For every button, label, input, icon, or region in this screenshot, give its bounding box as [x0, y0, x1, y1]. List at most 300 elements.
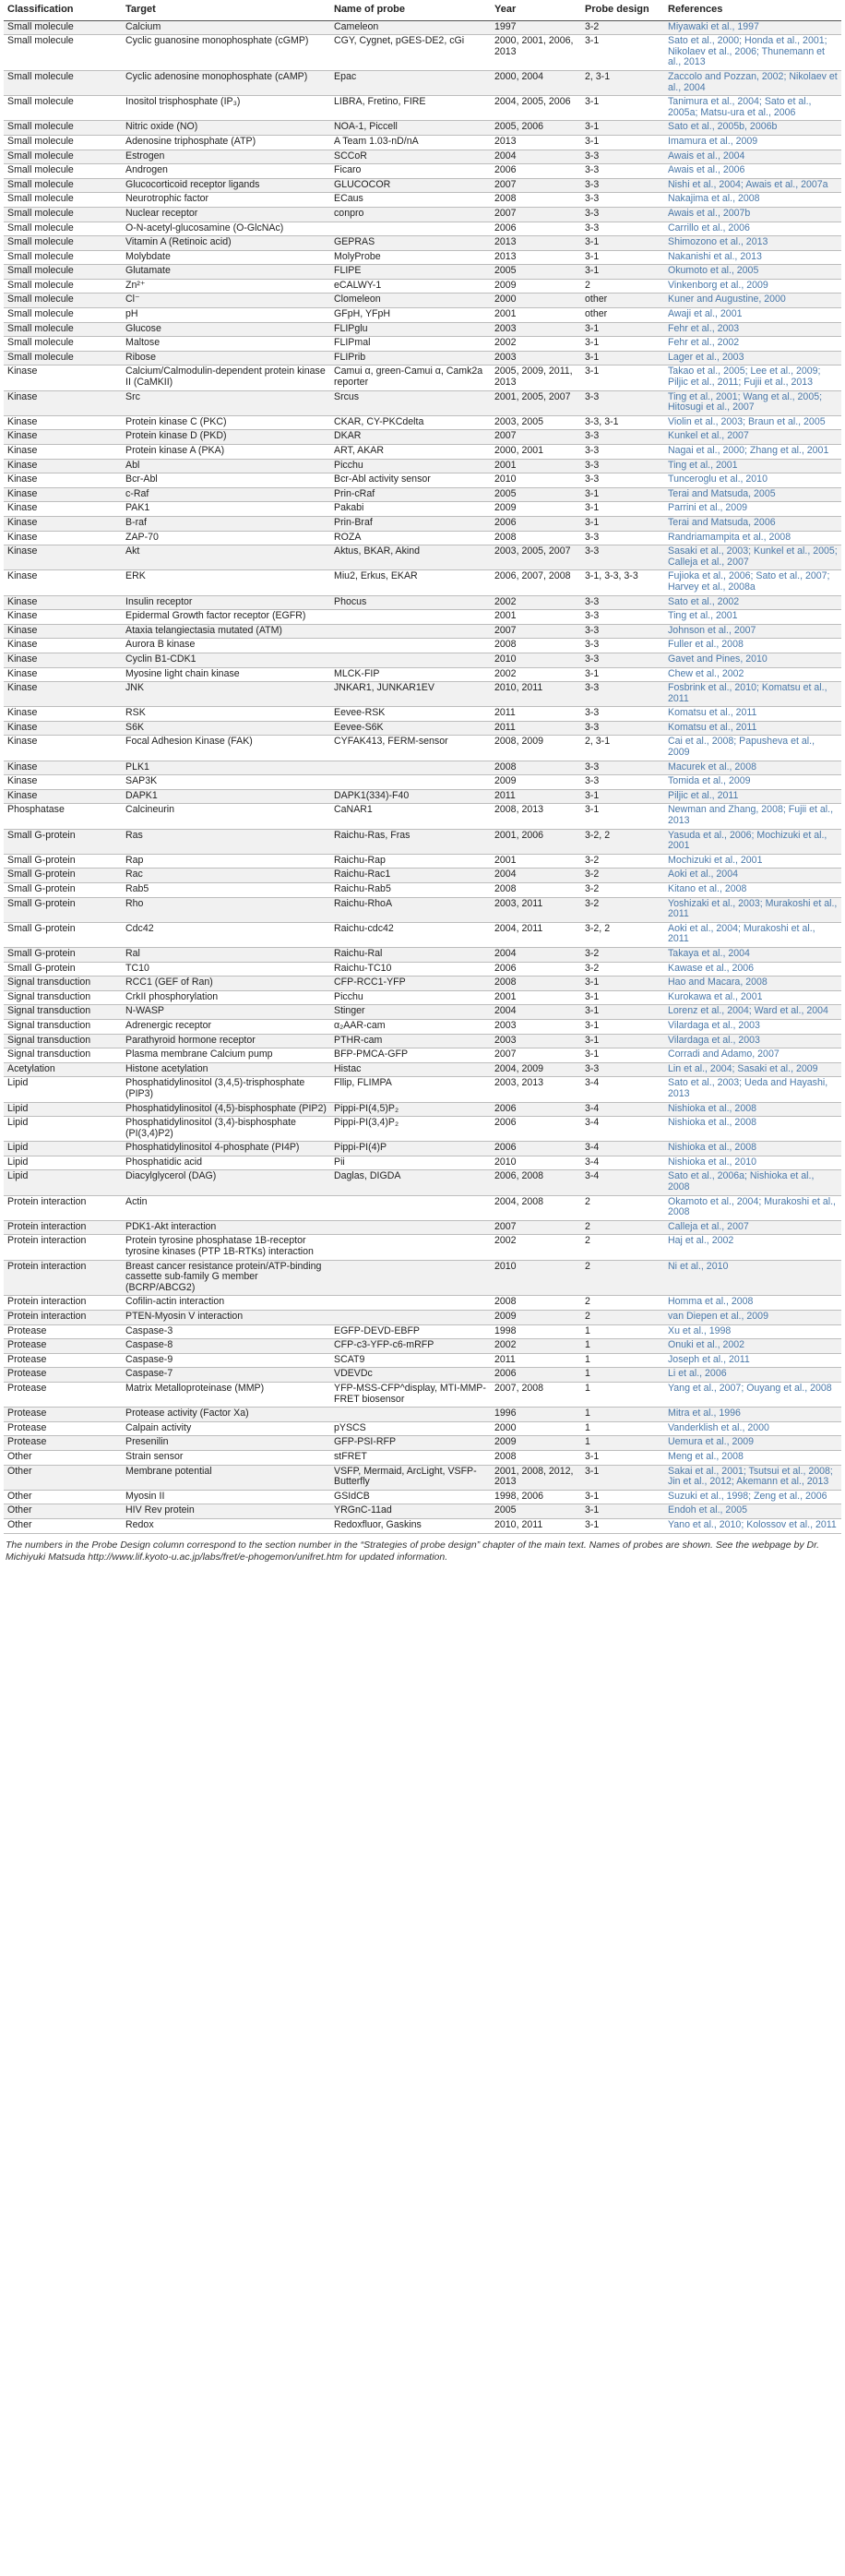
probe-design-cell: 3-4: [581, 1156, 664, 1170]
references-cell[interactable]: Shimozono et al., 2013: [664, 236, 841, 251]
table-row: [4, 1156, 841, 1170]
probe-name-cell: [330, 610, 491, 625]
target-cell: Phosphatidylinositol (3,4,5)-trisphosphate (PIP3): [122, 1077, 330, 1102]
probe-design-cell: 3-4: [581, 1142, 664, 1156]
probe-design-cell: 3-1: [581, 121, 664, 136]
references-cell[interactable]: Nishi et al., 2004; Awais et al., 2007a: [664, 178, 841, 193]
table-row: [4, 1353, 841, 1368]
table-row: [4, 1142, 841, 1156]
references-cell[interactable]: Ting et al., 2001: [664, 610, 841, 625]
classification-cell: Small molecule: [4, 236, 122, 251]
probe-design-cell: 3-3: [581, 222, 664, 236]
classification-cell: Kinase: [4, 653, 122, 667]
year-cell: 2013: [491, 135, 581, 150]
references-cell[interactable]: Vilardaga et al., 2003: [664, 1019, 841, 1034]
classification-cell: Other: [4, 1450, 122, 1465]
references-cell[interactable]: Kitano et al., 2008: [664, 883, 841, 898]
references-cell[interactable]: Tanimura et al., 2004; Sato et al., 2005a; Matsu-ura et al., 2006: [664, 96, 841, 121]
table-row: [4, 883, 841, 898]
target-cell: ERK: [122, 570, 330, 595]
table-row: [4, 1296, 841, 1311]
classification-cell: Protease: [4, 1436, 122, 1451]
table-row: [4, 869, 841, 883]
references-cell[interactable]: Terai and Matsuda, 2006: [664, 516, 841, 531]
target-cell: PAK1: [122, 502, 330, 517]
classification-cell: Small G-protein: [4, 922, 122, 947]
references-cell[interactable]: Tomida et al., 2009: [664, 775, 841, 790]
probe-design-cell: 3-3: [581, 595, 664, 610]
references-cell[interactable]: Parrini et al., 2009: [664, 502, 841, 517]
classification-cell: Kinase: [4, 430, 122, 445]
classification-cell: Other: [4, 1504, 122, 1519]
probe-design-cell: 2: [581, 1235, 664, 1260]
year-cell: 2008: [491, 639, 581, 653]
classification-cell: Signal transduction: [4, 1048, 122, 1063]
classification-cell: Kinase: [4, 415, 122, 430]
target-cell: CrkII phosphorylation: [122, 990, 330, 1005]
target-cell: Caspase-3: [122, 1324, 330, 1339]
references-cell[interactable]: Tunceroglu et al., 2010: [664, 473, 841, 488]
year-cell: 2005, 2006: [491, 121, 581, 136]
probe-name-cell: CKAR, CY-PKCdelta: [330, 415, 491, 430]
table-row: [4, 35, 841, 71]
references-cell[interactable]: Endoh et al., 2005: [664, 1504, 841, 1519]
references-cell[interactable]: Komatsu et al., 2011: [664, 721, 841, 736]
classification-cell: Kinase: [4, 545, 122, 570]
references-cell[interactable]: Carrillo et al., 2006: [664, 222, 841, 236]
references-cell[interactable]: Yang et al., 2007; Ouyang et al., 2008: [664, 1382, 841, 1407]
table-row: [4, 294, 841, 308]
references-cell[interactable]: Nishioka et al., 2008: [664, 1117, 841, 1142]
target-cell: SAP3K: [122, 775, 330, 790]
target-cell: Myosin II: [122, 1490, 330, 1504]
references-cell[interactable]: Meng et al., 2008: [664, 1450, 841, 1465]
references-cell[interactable]: Uemura et al., 2009: [664, 1436, 841, 1451]
table-row: [4, 459, 841, 473]
references-cell[interactable]: Nishioka et al., 2008: [664, 1142, 841, 1156]
probe-name-cell: Prin-Braf: [330, 516, 491, 531]
references-cell[interactable]: Miyawaki et al., 1997: [664, 20, 841, 35]
target-cell: Plasma membrane Calcium pump: [122, 1048, 330, 1063]
references-cell[interactable]: Randriamampita et al., 2008: [664, 531, 841, 545]
probe-design-cell: 3-1: [581, 1518, 664, 1533]
references-cell[interactable]: van Diepen et al., 2009: [664, 1311, 841, 1325]
references-cell[interactable]: Awais et al., 2006: [664, 164, 841, 179]
probe-name-cell: BFP-PMCA-GFP: [330, 1048, 491, 1063]
classification-cell: Small G-protein: [4, 897, 122, 922]
probe-name-cell: Raichu-Rac1: [330, 869, 491, 883]
probe-design-cell: 3-3: [581, 164, 664, 179]
probe-design-cell: 1: [581, 1324, 664, 1339]
target-cell: Redox: [122, 1518, 330, 1533]
probe-name-cell: [330, 222, 491, 236]
references-cell[interactable]: Suzuki et al., 1998; Zeng et al., 2006: [664, 1490, 841, 1504]
references-cell[interactable]: Okamoto et al., 2004; Murakoshi et al., 2008: [664, 1195, 841, 1220]
year-cell: 2010: [491, 653, 581, 667]
year-cell: 2000, 2004: [491, 70, 581, 95]
classification-cell: Kinase: [4, 610, 122, 625]
probe-design-cell: 3-2: [581, 962, 664, 976]
probe-design-cell: 3-1: [581, 265, 664, 280]
references-cell[interactable]: Sato et al., 2005b, 2006b: [664, 121, 841, 136]
probe-name-cell: ART, AKAR: [330, 445, 491, 460]
references-cell[interactable]: Ni et al., 2010: [664, 1260, 841, 1296]
table-row: [4, 193, 841, 208]
probe-design-cell: 3-3: [581, 193, 664, 208]
classification-cell: Small G-protein: [4, 854, 122, 869]
references-cell[interactable]: Awaji et al., 2001: [664, 308, 841, 323]
probe-name-cell: [330, 624, 491, 639]
references-cell[interactable]: Piljic et al., 2011: [664, 789, 841, 804]
table-row: [4, 667, 841, 682]
references-cell[interactable]: Xu et al., 1998: [664, 1324, 841, 1339]
references-cell[interactable]: Fehr et al., 2003: [664, 322, 841, 337]
year-cell: 2001, 2006: [491, 829, 581, 854]
probe-design-cell: 3-1, 3-3, 3-3: [581, 570, 664, 595]
probe-name-cell: A Team 1.03-nD/nA: [330, 135, 491, 150]
table-row: [4, 531, 841, 545]
probe-name-cell: Raichu-Ras, Fras: [330, 829, 491, 854]
references-cell[interactable]: Onuki et al., 2002: [664, 1339, 841, 1354]
probe-name-cell: ROZA: [330, 531, 491, 545]
target-cell: Phosphatidylinositol (4,5)-bisphosphate (PIP2): [122, 1102, 330, 1117]
table-row: [4, 1490, 841, 1504]
probe-name-cell: Miu2, Erkus, EKAR: [330, 570, 491, 595]
year-cell: 2010, 2011: [491, 682, 581, 707]
table-row: [4, 962, 841, 976]
probe-design-cell: 3-1: [581, 35, 664, 71]
table-row: [4, 990, 841, 1005]
year-cell: 2011: [491, 1353, 581, 1368]
references-cell[interactable]: Joseph et al., 2011: [664, 1353, 841, 1368]
table-row: [4, 445, 841, 460]
classification-cell: Small molecule: [4, 164, 122, 179]
references-cell[interactable]: Violin et al., 2003; Braun et al., 2005: [664, 415, 841, 430]
table-row: [4, 897, 841, 922]
year-cell: 2003, 2013: [491, 1077, 581, 1102]
table-row: [4, 595, 841, 610]
references-cell[interactable]: Takaya et al., 2004: [664, 947, 841, 962]
target-cell: Neurotrophic factor: [122, 193, 330, 208]
year-cell: 2004: [491, 1005, 581, 1020]
target-cell: S6K: [122, 721, 330, 736]
references-cell[interactable]: Sato et al., 2003; Ueda and Hayashi, 2013: [664, 1077, 841, 1102]
year-cell: 2013: [491, 250, 581, 265]
year-cell: 2003, 2005, 2007: [491, 545, 581, 570]
target-cell: O-N-acetyl-glucosamine (O-GlcNAc): [122, 222, 330, 236]
references-cell[interactable]: Imamura et al., 2009: [664, 135, 841, 150]
year-cell: 2001: [491, 308, 581, 323]
probe-design-cell: 3-1: [581, 351, 664, 365]
table-row: [4, 1102, 841, 1117]
references-cell[interactable]: Kunkel et al., 2007: [664, 430, 841, 445]
year-cell: 1996: [491, 1408, 581, 1422]
probe-design-cell: 1: [581, 1368, 664, 1383]
probe-name-cell: GEPRAS: [330, 236, 491, 251]
probe-design-cell: 3-4: [581, 1102, 664, 1117]
probe-name-cell: EGFP-DEVD-EBFP: [330, 1324, 491, 1339]
target-cell: Breast cancer resistance protein/ATP-binding cassette sub-family G member (BCRP/ABCG2): [122, 1260, 330, 1296]
table-row: [4, 121, 841, 136]
classification-cell: Kinase: [4, 721, 122, 736]
references-cell[interactable]: Sakai et al., 2001; Tsutsui et al., 2008; Jin et al., 2012; Akemann et al., 2013: [664, 1465, 841, 1490]
classification-cell: Protein interaction: [4, 1220, 122, 1235]
references-cell[interactable]: Sasaki et al., 2003; Kunkel et al., 2005; Calleja et al., 2007: [664, 545, 841, 570]
target-cell: Cl⁻: [122, 294, 330, 308]
table-row: [4, 473, 841, 488]
classification-cell: Kinase: [4, 639, 122, 653]
references-cell[interactable]: Nishioka et al., 2008: [664, 1102, 841, 1117]
target-cell: Phosphatidylinositol 4-phosphate (PI4P): [122, 1142, 330, 1156]
classification-cell: Small molecule: [4, 150, 122, 164]
year-cell: 2008: [491, 1450, 581, 1465]
table-row: [4, 624, 841, 639]
classification-cell: Kinase: [4, 365, 122, 390]
table-row: [4, 1005, 841, 1020]
target-cell: Ras: [122, 829, 330, 854]
probe-design-cell: 2, 3-1: [581, 70, 664, 95]
probe-design-cell: 3-3: [581, 473, 664, 488]
table-row: [4, 279, 841, 294]
references-cell[interactable]: Takao et al., 2005; Lee et al., 2009; Piljic et al., 2011; Fujii et al., 2013: [664, 365, 841, 390]
year-cell: 2003, 2011: [491, 897, 581, 922]
year-cell: 2006: [491, 1368, 581, 1383]
references-cell[interactable]: Yoshizaki et al., 2003; Murakoshi et al., 2011: [664, 897, 841, 922]
references-cell[interactable]: Ting et al., 2001: [664, 459, 841, 473]
target-cell: HIV Rev protein: [122, 1504, 330, 1519]
table-row: [4, 1339, 841, 1354]
year-cell: 2006, 2008: [491, 1170, 581, 1195]
target-cell: pH: [122, 308, 330, 323]
references-cell[interactable]: Nakajima et al., 2008: [664, 193, 841, 208]
year-cell: 2008: [491, 193, 581, 208]
references-cell[interactable]: Nagai et al., 2000; Zhang et al., 2001: [664, 445, 841, 460]
target-cell: TC10: [122, 962, 330, 976]
probe-name-cell: Stinger: [330, 1005, 491, 1020]
references-cell[interactable]: Zaccolo and Pozzan, 2002; Nikolaev et al., 2004: [664, 70, 841, 95]
year-cell: 2006, 2007, 2008: [491, 570, 581, 595]
references-cell[interactable]: Nakanishi et al., 2013: [664, 250, 841, 265]
probe-design-cell: 3-3: [581, 653, 664, 667]
references-cell[interactable]: Lorenz et al., 2004; Ward et al., 2004: [664, 1005, 841, 1020]
target-cell: Caspase-8: [122, 1339, 330, 1354]
references-cell[interactable]: Macurek et al., 2008: [664, 761, 841, 775]
year-cell: 2004: [491, 947, 581, 962]
target-cell: PTEN-Myosin V interaction: [122, 1311, 330, 1325]
probe-name-cell: Pakabi: [330, 502, 491, 517]
table-row: [4, 545, 841, 570]
classification-cell: Small G-protein: [4, 829, 122, 854]
target-cell: Nitric oxide (NO): [122, 121, 330, 136]
references-cell[interactable]: Fehr et al., 2002: [664, 337, 841, 352]
references-cell[interactable]: Terai and Matsuda, 2005: [664, 487, 841, 502]
references-cell[interactable]: Kawase et al., 2006: [664, 962, 841, 976]
probe-design-cell: 3-3: [581, 707, 664, 722]
references-cell[interactable]: Corradi and Adamo, 2007: [664, 1048, 841, 1063]
references-cell[interactable]: Mitra et al., 1996: [664, 1408, 841, 1422]
references-cell[interactable]: Johnson et al., 2007: [664, 624, 841, 639]
probe-name-cell: Raichu-cdc42: [330, 922, 491, 947]
references-cell[interactable]: Sato et al., 2002: [664, 595, 841, 610]
probe-design-cell: 3-1: [581, 250, 664, 265]
target-cell: Zn²⁺: [122, 279, 330, 294]
probe-name-cell: Picchu: [330, 459, 491, 473]
references-cell[interactable]: Fosbrink et al., 2010; Komatsu et al., 2011: [664, 682, 841, 707]
table-row: [4, 1235, 841, 1260]
references-cell[interactable]: Fujioka et al., 2006; Sato et al., 2007; Harvey et al., 2008a: [664, 570, 841, 595]
table-row: [4, 502, 841, 517]
year-cell: 2001: [491, 459, 581, 473]
year-cell: 2008: [491, 531, 581, 545]
year-cell: 2004: [491, 869, 581, 883]
references-cell[interactable]: Sato et al., 2000; Honda et al., 2001; Nikolaev et al., 2006; Thunemann et al., 2013: [664, 35, 841, 71]
table-row: [4, 721, 841, 736]
year-cell: 2008: [491, 761, 581, 775]
probe-name-cell: Clomeleon: [330, 294, 491, 308]
target-cell: Phosphatidic acid: [122, 1156, 330, 1170]
probe-design-cell: 2: [581, 279, 664, 294]
header-probe-design: Probe design: [581, 0, 664, 20]
year-cell: 2004: [491, 150, 581, 164]
target-cell: Presenilin: [122, 1436, 330, 1451]
probe-name-cell: VDEVDc: [330, 1368, 491, 1383]
probe-design-cell: 2: [581, 1195, 664, 1220]
references-cell[interactable]: Kuner and Augustine, 2000: [664, 294, 841, 308]
table-row: [4, 854, 841, 869]
classification-cell: Signal transduction: [4, 1005, 122, 1020]
references-cell[interactable]: Komatsu et al., 2011: [664, 707, 841, 722]
probe-design-cell: 3-2: [581, 947, 664, 962]
references-cell[interactable]: Kurokawa et al., 2001: [664, 990, 841, 1005]
classification-cell: Kinase: [4, 459, 122, 473]
references-cell[interactable]: Homma et al., 2008: [664, 1296, 841, 1311]
table-row: [4, 789, 841, 804]
references-cell[interactable]: Mochizuki et al., 2001: [664, 854, 841, 869]
references-cell[interactable]: Fuller et al., 2008: [664, 639, 841, 653]
classification-cell: Small molecule: [4, 222, 122, 236]
target-cell: Molybdate: [122, 250, 330, 265]
target-cell: RCC1 (GEF of Ran): [122, 976, 330, 991]
target-cell: Cofilin-actin interaction: [122, 1296, 330, 1311]
year-cell: 2009: [491, 502, 581, 517]
year-cell: 2006: [491, 1142, 581, 1156]
references-cell[interactable]: Aoki et al., 2004; Murakoshi et al., 2011: [664, 922, 841, 947]
table-row: [4, 236, 841, 251]
references-cell[interactable]: Yano et al., 2010; Kolossov et al., 2011: [664, 1518, 841, 1533]
target-cell: Caspase-9: [122, 1353, 330, 1368]
classification-cell: Kinase: [4, 761, 122, 775]
table-row: [4, 1518, 841, 1533]
references-cell[interactable]: Okumoto et al., 2005: [664, 265, 841, 280]
probe-design-cell: 3-1: [581, 804, 664, 829]
probe-name-cell: YFP-MSS-CFP^display, MTI-MMP-FRET biosensor: [330, 1382, 491, 1407]
probe-name-cell: MLCK-FIP: [330, 667, 491, 682]
target-cell: Maltose: [122, 337, 330, 352]
year-cell: 2010: [491, 473, 581, 488]
references-cell[interactable]: Vilardaga et al., 2003: [664, 1034, 841, 1048]
references-cell[interactable]: Calleja et al., 2007: [664, 1220, 841, 1235]
probe-name-cell: Pippi-PI(4)P: [330, 1142, 491, 1156]
target-cell: DAPK1: [122, 789, 330, 804]
references-cell[interactable]: Awais et al., 2004: [664, 150, 841, 164]
classification-cell: Kinase: [4, 624, 122, 639]
table-row: [4, 947, 841, 962]
probe-design-cell: 1: [581, 1421, 664, 1436]
probe-design-cell: 3-3: [581, 610, 664, 625]
references-cell[interactable]: Awais et al., 2007b: [664, 207, 841, 222]
year-cell: 2009: [491, 279, 581, 294]
classification-cell: Small molecule: [4, 70, 122, 95]
probe-name-cell: Pippi-PI(4,5)P₂: [330, 1102, 491, 1117]
probe-name-cell: CYFAK413, FERM-sensor: [330, 736, 491, 761]
table-row: [4, 653, 841, 667]
target-cell: Aurora B kinase: [122, 639, 330, 653]
classification-cell: Small molecule: [4, 351, 122, 365]
references-cell[interactable]: Lager et al., 2003: [664, 351, 841, 365]
classification-cell: Lipid: [4, 1156, 122, 1170]
classification-cell: Other: [4, 1518, 122, 1533]
references-cell[interactable]: Lin et al., 2004; Sasaki et al., 2009: [664, 1062, 841, 1077]
year-cell: 2002: [491, 337, 581, 352]
table-row: [4, 1062, 841, 1077]
references-cell[interactable]: Nishioka et al., 2010: [664, 1156, 841, 1170]
probe-name-cell: CaNAR1: [330, 804, 491, 829]
probe-design-cell: other: [581, 294, 664, 308]
target-cell: Matrix Metalloproteinase (MMP): [122, 1382, 330, 1407]
references-cell[interactable]: Yasuda et al., 2006; Mochizuki et al., 2001: [664, 829, 841, 854]
header-target: Target: [122, 0, 330, 20]
year-cell: 2007: [491, 178, 581, 193]
references-cell[interactable]: Haj et al., 2002: [664, 1235, 841, 1260]
probe-design-cell: 3-3: [581, 761, 664, 775]
table-row: [4, 610, 841, 625]
references-cell[interactable]: Vanderklish et al., 2000: [664, 1421, 841, 1436]
references-cell[interactable]: Aoki et al., 2004: [664, 869, 841, 883]
probe-name-cell: VSFP, Mermaid, ArcLight, VSFP-Butterfly: [330, 1465, 491, 1490]
year-cell: 2010: [491, 1260, 581, 1296]
probe-design-cell: 3-2: [581, 869, 664, 883]
probe-name-cell: FLIPglu: [330, 322, 491, 337]
probe-design-cell: 3-2: [581, 854, 664, 869]
table-row: [4, 1465, 841, 1490]
target-cell: Diacylglycerol (DAG): [122, 1170, 330, 1195]
year-cell: 2001: [491, 990, 581, 1005]
table-row: [4, 250, 841, 265]
year-cell: 2011: [491, 789, 581, 804]
table-row: [4, 1220, 841, 1235]
references-cell[interactable]: Ting et al., 2001; Wang et al., 2005; Hitosugi et al., 2007: [664, 390, 841, 415]
classification-cell: Small molecule: [4, 121, 122, 136]
references-cell[interactable]: Li et al., 2006: [664, 1368, 841, 1383]
probe-name-cell: conpro: [330, 207, 491, 222]
references-cell[interactable]: Hao and Macara, 2008: [664, 976, 841, 991]
probe-name-cell: GSIdCB: [330, 1490, 491, 1504]
references-cell[interactable]: Sato et al., 2006a; Nishioka et al., 2008: [664, 1170, 841, 1195]
references-cell[interactable]: Cai et al., 2008; Papusheva et al., 2009: [664, 736, 841, 761]
year-cell: 2004, 2011: [491, 922, 581, 947]
target-cell: Caspase-7: [122, 1368, 330, 1383]
table-row: [4, 222, 841, 236]
classification-cell: Protease: [4, 1408, 122, 1422]
table-row: [4, 1368, 841, 1383]
classification-cell: Small G-protein: [4, 883, 122, 898]
references-cell[interactable]: Newman and Zhang, 2008; Fujii et al., 2013: [664, 804, 841, 829]
year-cell: 2007, 2008: [491, 1382, 581, 1407]
references-cell[interactable]: Vinkenborg et al., 2009: [664, 279, 841, 294]
classification-cell: Lipid: [4, 1142, 122, 1156]
references-cell[interactable]: Gavet and Pines, 2010: [664, 653, 841, 667]
references-cell[interactable]: Chew et al., 2002: [664, 667, 841, 682]
